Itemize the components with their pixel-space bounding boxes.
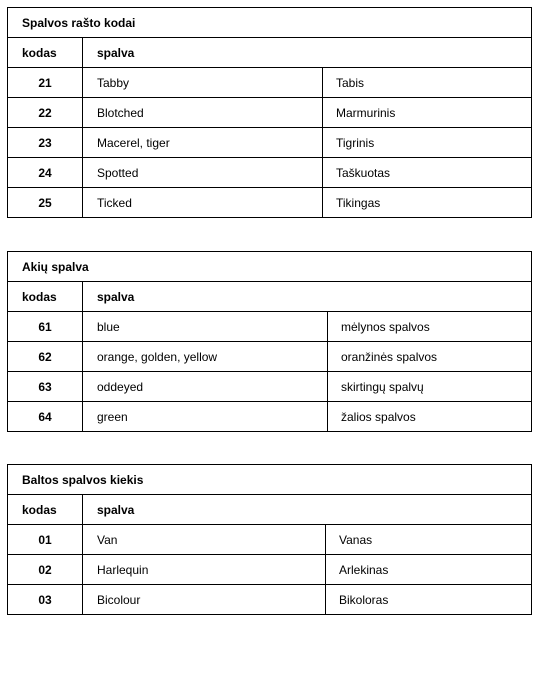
column-header-code: kodas: [8, 495, 83, 525]
english-cell: Macerel, tiger: [83, 128, 323, 158]
table-row: [8, 585, 532, 615]
table-row: [8, 68, 532, 98]
lithuanian-cell: oranžinės spalvos: [328, 342, 532, 372]
code-cell: 02: [8, 555, 83, 585]
table-title: Akių spalva: [8, 252, 532, 282]
table-row: [8, 98, 532, 128]
lithuanian-cell: Bikoloras: [326, 585, 532, 615]
english-cell: blue: [83, 312, 328, 342]
table-title: Spalvos rašto kodai: [8, 8, 532, 38]
english-cell: Harlequin: [83, 555, 326, 585]
english-cell: orange, golden, yellow: [83, 342, 328, 372]
table-row: [8, 158, 532, 188]
column-header-color: spalva: [83, 38, 532, 68]
table-row: [8, 402, 532, 432]
english-cell: Spotted: [83, 158, 323, 188]
pattern-codes-table: [7, 7, 532, 218]
table-row: [8, 312, 532, 342]
lithuanian-cell: Vanas: [326, 525, 532, 555]
code-cell: 61: [8, 312, 83, 342]
english-cell: green: [83, 402, 328, 432]
column-header-color: spalva: [83, 282, 532, 312]
lithuanian-cell: skirtingų spalvų: [328, 372, 532, 402]
table-row: [8, 555, 532, 585]
code-cell: 24: [8, 158, 83, 188]
lithuanian-cell: Tikingas: [323, 188, 532, 218]
table-row: [8, 525, 532, 555]
code-cell: 21: [8, 68, 83, 98]
code-cell: 62: [8, 342, 83, 372]
eye-color-table: [7, 251, 532, 432]
column-header-code: kodas: [8, 38, 83, 68]
white-amount-table: [7, 464, 532, 615]
table-title: Baltos spalvos kiekis: [8, 465, 532, 495]
code-cell: 23: [8, 128, 83, 158]
table-row: [8, 188, 532, 218]
column-header-code: kodas: [8, 282, 83, 312]
lithuanian-cell: mėlynos spalvos: [328, 312, 532, 342]
english-cell: Van: [83, 525, 326, 555]
english-cell: Bicolour: [83, 585, 326, 615]
code-cell: 01: [8, 525, 83, 555]
table-row: [8, 342, 532, 372]
lithuanian-cell: Tigrinis: [323, 128, 532, 158]
lithuanian-cell: Marmurinis: [323, 98, 532, 128]
table-row: [8, 128, 532, 158]
lithuanian-cell: žalios spalvos: [328, 402, 532, 432]
english-cell: Ticked: [83, 188, 323, 218]
column-header-color: spalva: [83, 495, 532, 525]
code-cell: 63: [8, 372, 83, 402]
lithuanian-cell: Tabis: [323, 68, 532, 98]
code-cell: 25: [8, 188, 83, 218]
code-cell: 22: [8, 98, 83, 128]
table-row: [8, 372, 532, 402]
lithuanian-cell: Taškuotas: [323, 158, 532, 188]
english-cell: oddeyed: [83, 372, 328, 402]
code-cell: 64: [8, 402, 83, 432]
english-cell: Blotched: [83, 98, 323, 128]
code-cell: 03: [8, 585, 83, 615]
english-cell: Tabby: [83, 68, 323, 98]
lithuanian-cell: Arlekinas: [326, 555, 532, 585]
